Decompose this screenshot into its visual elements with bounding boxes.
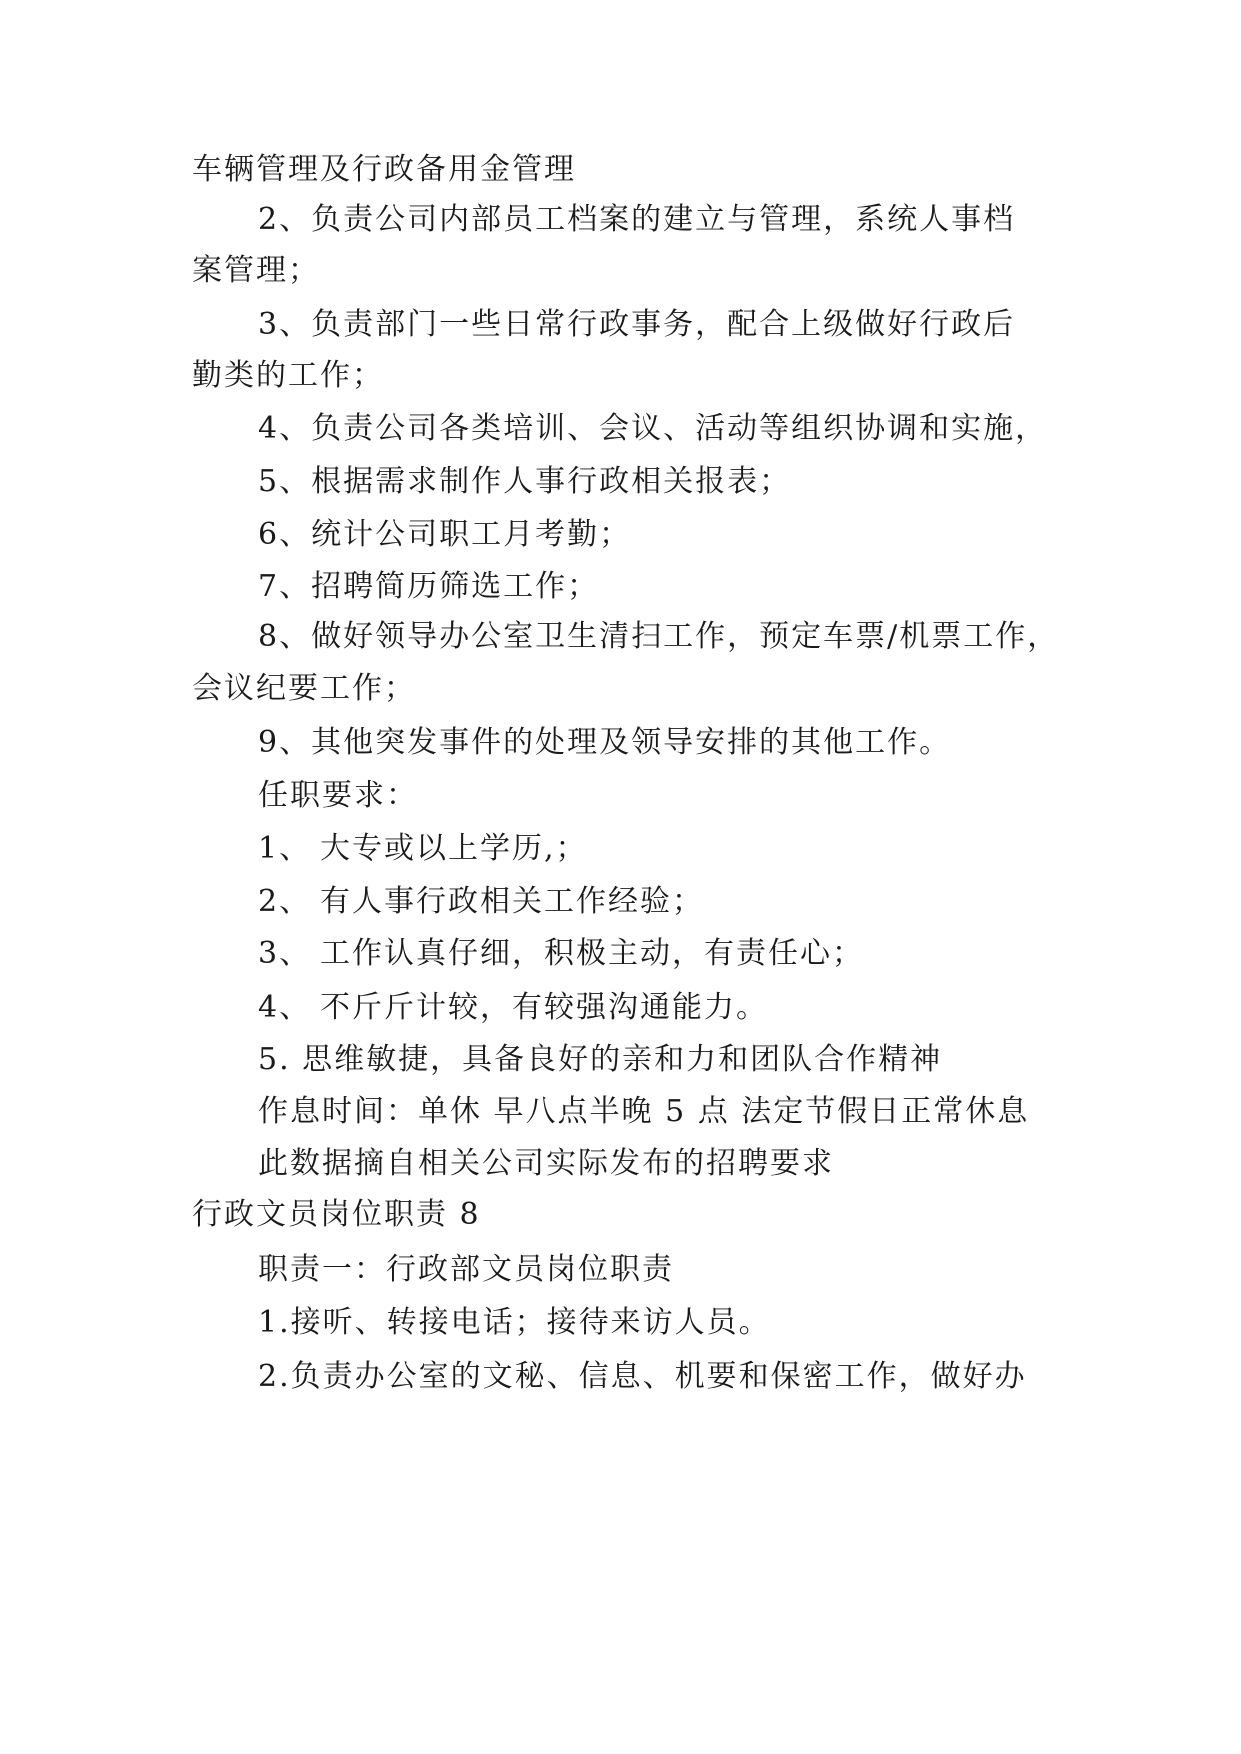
list-item: 8、做好领导办公室卫生清扫工作，预定车票/机票工作， — [258, 619, 1060, 654]
subsection-heading: 职责一：行政部文员岗位职责 — [258, 1252, 674, 1287]
list-item: 3、负责部门一些日常行政事务，配合上级做好行政后 — [258, 307, 1016, 342]
text-line: 作息时间：单休 早八点半晚 5 点 法定节假日正常休息 — [258, 1094, 1030, 1129]
requirement-text: 大专或以上学历,； — [320, 831, 588, 866]
list-item: 5. 思维敏捷，具备良好的亲和力和团队合作精神 — [258, 1042, 943, 1077]
requirement-text: 工作认真仔细，积极主动，有责任心； — [320, 936, 864, 971]
requirement-text: 有人事行政相关工作经验； — [320, 884, 704, 919]
text-line: 会议纪要工作； — [192, 671, 416, 706]
text-line: 车辆管理及行政备用金管理 — [192, 152, 576, 187]
list-item: 6、统计公司职工月考勤； — [258, 517, 632, 552]
requirement-item — [258, 829, 588, 869]
requirement-text: 不斤斤计较，有较强沟通能力。 — [320, 990, 768, 1025]
text-line: 此数据摘自相关公司实际发布的招聘要求 — [258, 1146, 834, 1181]
text-line: 案管理； — [192, 253, 320, 288]
list-item: 2、负责公司内部员工档案的建立与管理，系统人事档 — [258, 202, 1016, 237]
requirement-number: 2、 — [258, 884, 312, 919]
section-title: 行政文员岗位职责 8 — [192, 1197, 481, 1232]
requirement-item — [258, 988, 768, 1028]
list-item: 7、招聘简历筛选工作； — [258, 569, 600, 604]
requirement-item — [258, 934, 864, 974]
section-heading: 任职要求： — [258, 778, 418, 813]
list-item: 1.接听、转接电话；接待来访人员。 — [258, 1305, 771, 1340]
requirement-number: 1、 — [258, 831, 312, 866]
list-item: 2.负责办公室的文秘、信息、机要和保密工作，做好办 — [258, 1359, 1027, 1394]
list-item: 4、负责公司各类培训、会议、活动等组织协调和实施， — [258, 411, 1048, 446]
text-line: 勤类的工作； — [192, 358, 384, 393]
requirement-number: 4、 — [258, 990, 312, 1025]
list-item: 5、根据需求制作人事行政相关报表； — [258, 464, 792, 499]
requirement-number: 3、 — [258, 936, 312, 971]
requirement-item — [258, 882, 704, 922]
list-item: 9、其他突发事件的处理及领导安排的其他工作。 — [258, 725, 952, 760]
